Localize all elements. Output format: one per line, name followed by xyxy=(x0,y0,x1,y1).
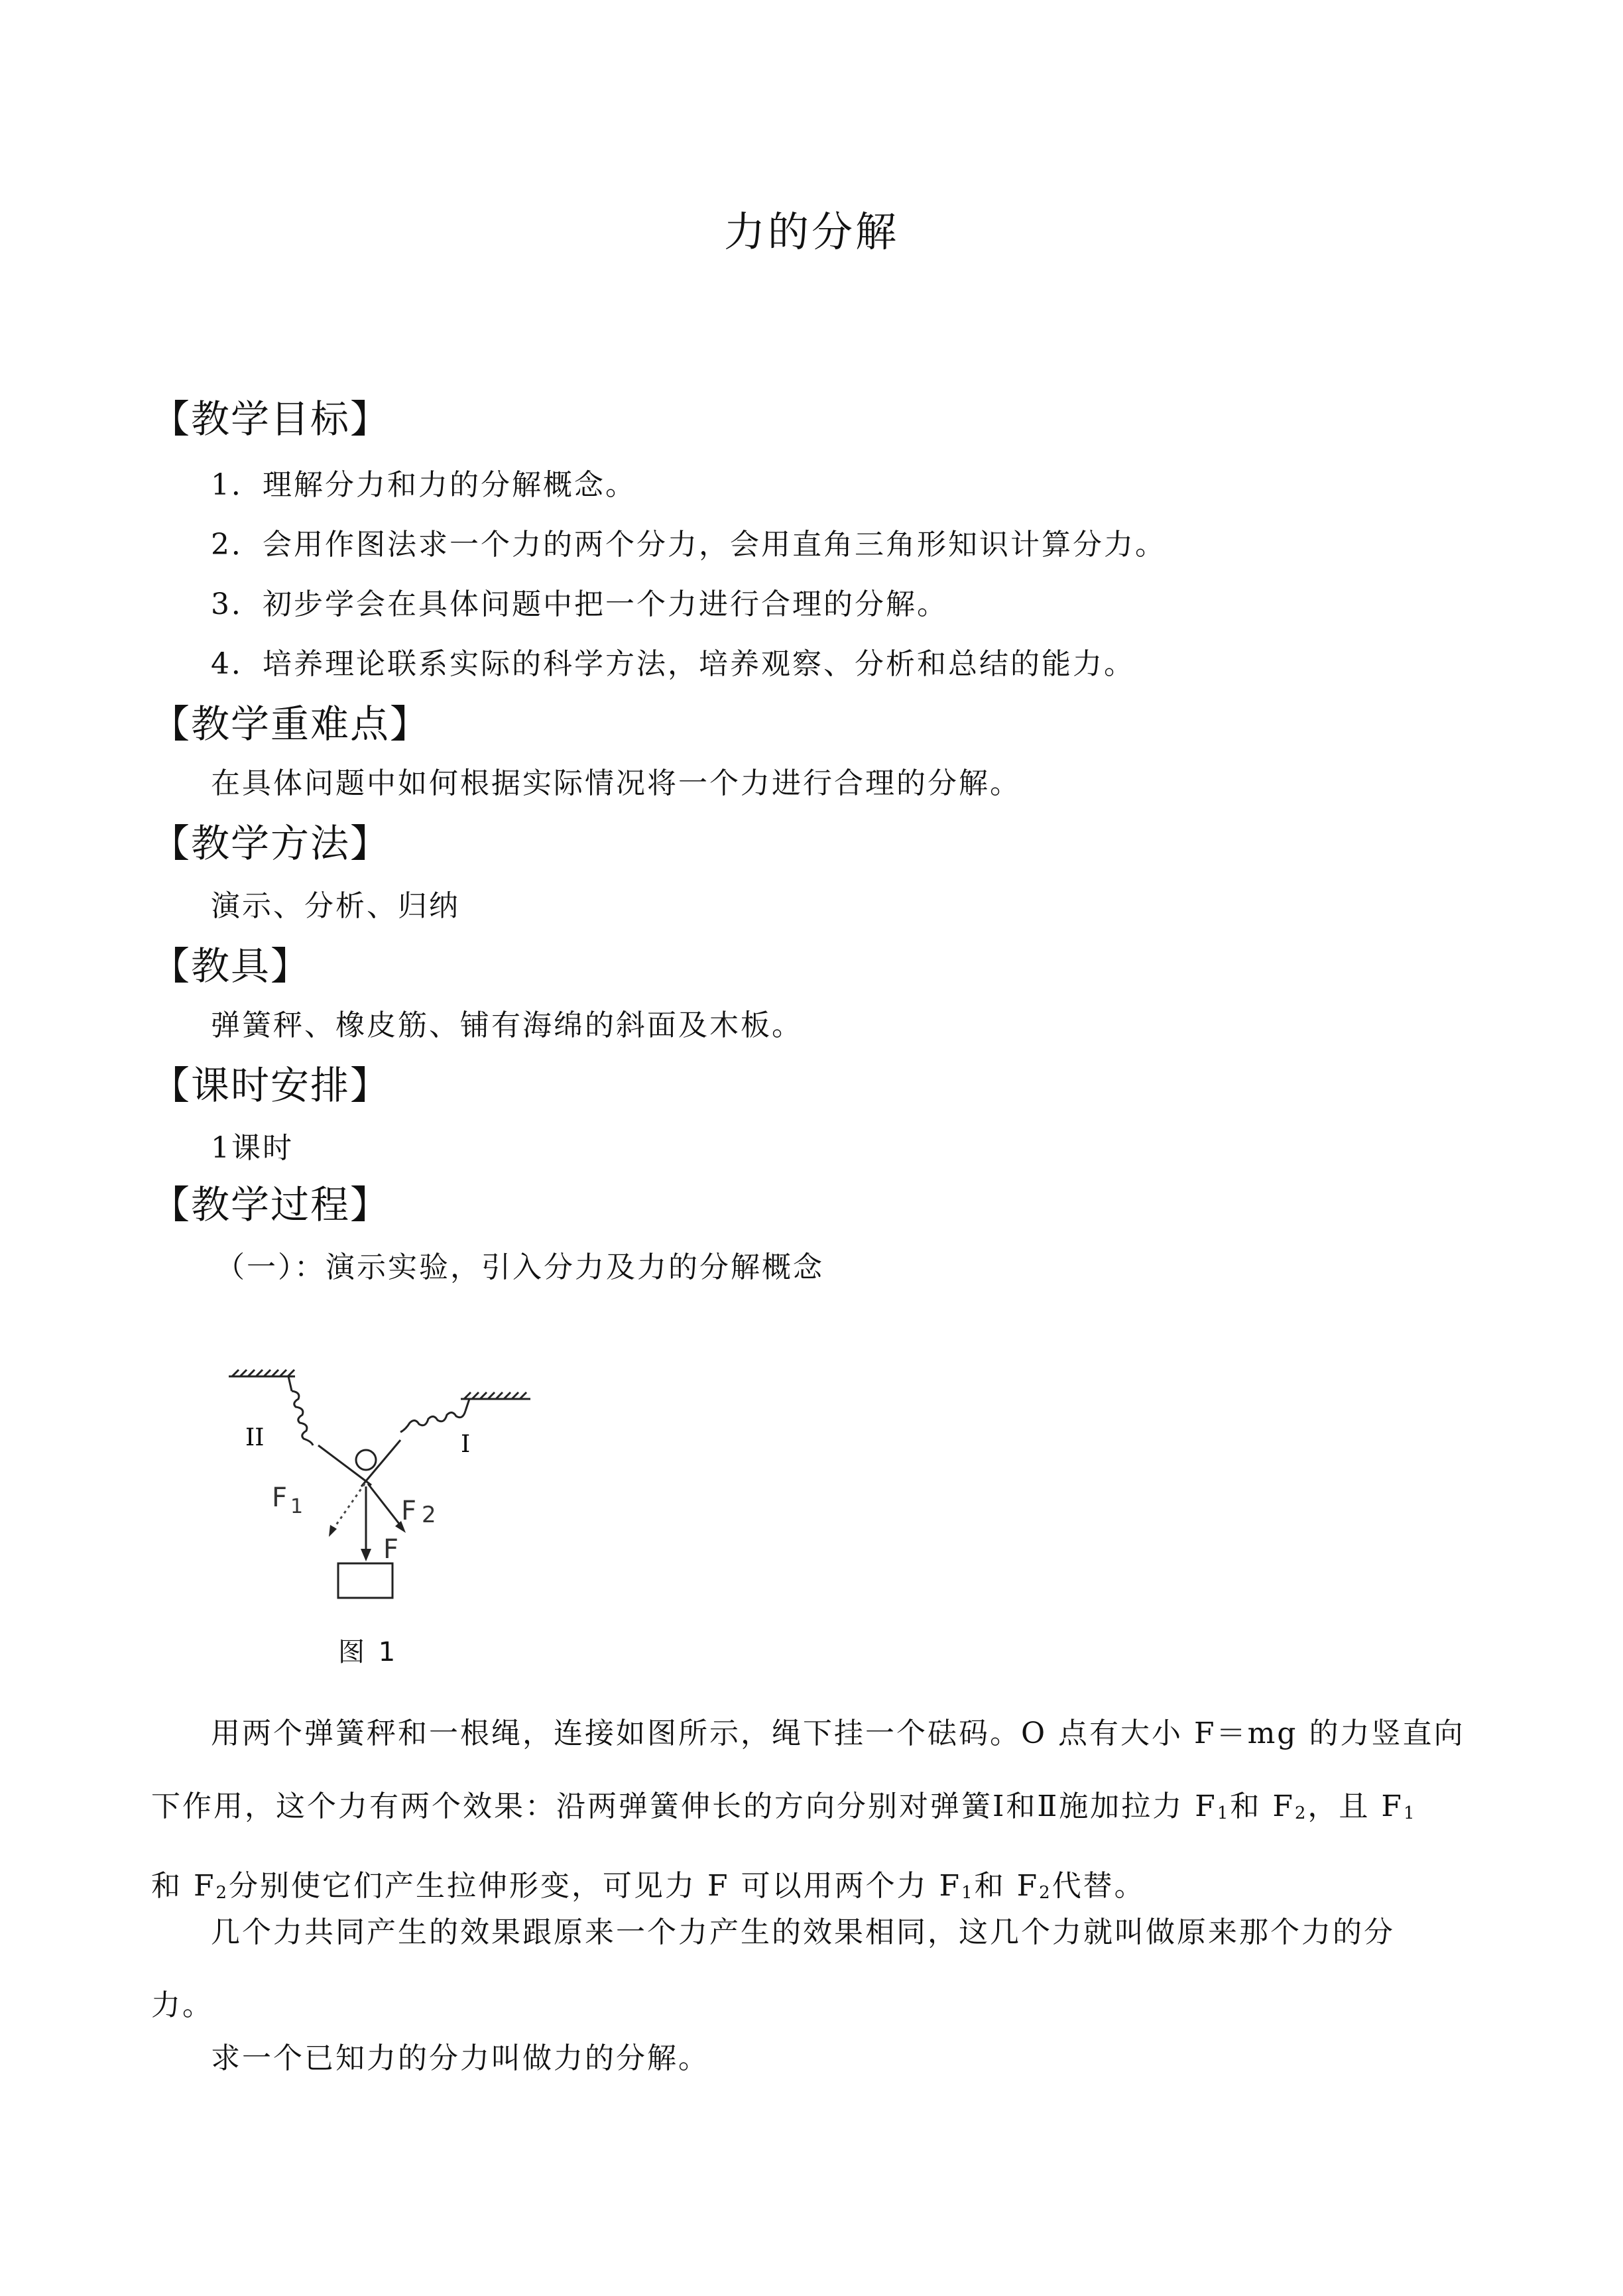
paragraph-1-line-3: 和 $F_2$分别使它们产生拉伸形变，可见力 F 可以用两个力 $F_1$和 $F_2$代替。 xyxy=(151,1869,1146,1903)
process-step: （一）：演示实验，引入分力及力的分解概念 xyxy=(215,1250,824,1284)
tools-text: 弹簧秤、橡皮筋、铺有海绵的斜面及木板。 xyxy=(211,1008,803,1042)
label-f: F xyxy=(383,1534,399,1565)
heading-key-points: 【教学重难点】 xyxy=(151,701,430,747)
label-f2: F xyxy=(401,1496,417,1526)
right-ceiling xyxy=(461,1392,530,1411)
methods-text: 演示、分析、归纳 xyxy=(211,889,460,923)
spring-i xyxy=(400,1411,465,1432)
paragraph-1-line-2: 下作用，这个力有两个效果：沿两弹簧伸长的方向分别对弹簧Ⅰ和Ⅱ施加拉力 $F_1$和 $F_2$，且 $F_1$ xyxy=(151,1789,1417,1823)
spring-ii xyxy=(292,1391,313,1445)
paragraph-2-line-2: 力。 xyxy=(151,1988,213,2022)
figure-caption: 图 1 xyxy=(338,1637,398,1667)
heading-schedule: 【课时安排】 xyxy=(151,1063,391,1108)
paragraph-2-line-1: 几个力共同产生的效果跟原来一个力产生的效果相同，这几个力就叫做原来那个力的分 xyxy=(211,1915,1395,1949)
spring-force-diagram xyxy=(219,1353,564,1631)
objective-item: 2．会用作图法求一个力的两个分力，会用直角三角形知识计算分力。 xyxy=(211,528,1166,562)
key-points-text: 在具体问题中如何根据实际情况将一个力进行合理的分解。 xyxy=(211,766,1021,800)
f-arrowhead xyxy=(361,1549,371,1561)
label-f1: F xyxy=(272,1482,288,1513)
f1-arrowhead xyxy=(329,1525,337,1537)
label-spring-ii: II xyxy=(245,1424,265,1451)
paragraph-3 xyxy=(151,2022,1492,2095)
heading-methods: 【教学方法】 xyxy=(151,821,391,866)
paragraph-1-line-1: 用两个弹簧秤和一根绳，连接如图所示，绳下挂一个砝码。O 点有大小 F＝mg 的力竖直向 xyxy=(211,1717,1465,1750)
schedule-text: 1课时 xyxy=(211,1131,294,1165)
objective-item: 4．培养理论联系实际的科学方法，培养观察、分析和总结的能力。 xyxy=(211,647,1135,681)
paragraph-2 xyxy=(151,1896,1492,2042)
weight-block xyxy=(338,1563,392,1598)
label-spring-i: I xyxy=(461,1431,471,1458)
heading-objectives: 【教学目标】 xyxy=(151,396,391,442)
point-o-circle xyxy=(356,1450,376,1470)
objective-item: 3．初步学会在具体问题中把一个力进行合理的分解。 xyxy=(211,587,948,621)
heading-tools: 【教具】 xyxy=(151,943,311,989)
objective-item: 1．理解分力和力的分解概念。 xyxy=(211,468,636,502)
label-f1-sub: 1 xyxy=(290,1495,304,1518)
paragraph-1 xyxy=(151,1697,1492,1929)
page-title: 力的分解 xyxy=(723,208,899,256)
label-f2-sub: 2 xyxy=(422,1502,436,1528)
paragraph-3-line-1: 求一个已知力的分力叫做力的分解。 xyxy=(211,2041,709,2075)
heading-process: 【教学过程】 xyxy=(151,1182,391,1227)
left-ceiling xyxy=(229,1370,295,1391)
